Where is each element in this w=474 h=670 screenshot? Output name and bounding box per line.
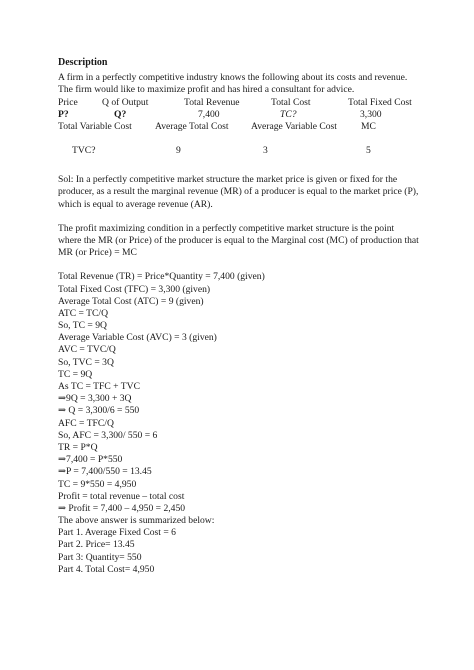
table-header-cell: Total Variable Cost — [58, 121, 132, 133]
solution-step: Total Fixed Cost (TFC) = 3,300 (given) — [58, 283, 211, 295]
solution-step: ⇒ Profit = 7,400 – 4,950 = 2,450 — [58, 502, 186, 514]
table-header-cell: Total Revenue — [184, 96, 240, 108]
table-value-row — [58, 109, 428, 121]
solution-step: Total Revenue (TR) = Price*Quantity = 7,400 (given) — [58, 271, 265, 283]
table-value-cell: 3,300 — [360, 108, 382, 120]
solution-step: Part 1. Average Fixed Cost = 6 — [58, 527, 176, 539]
solution-step: Part 3: Quantity= 550 — [58, 551, 142, 563]
solution-step: ⇒ Q = 3,300/6 = 550 — [58, 405, 140, 417]
solution-step: ⇒9Q = 3,300 + 3Q — [58, 393, 132, 405]
table-header-cell: Q of Output — [102, 96, 149, 108]
solution-step: The above answer is summarized below: — [58, 515, 215, 527]
table-header-cell: Total Cost — [271, 96, 311, 108]
solution-step: So, TVC = 3Q — [58, 356, 114, 368]
solution-step: As TC = TFC + TVC — [58, 381, 140, 393]
solution-step: TC = 9*550 = 4,950 — [58, 478, 137, 490]
table-value-cell: P? — [58, 108, 69, 120]
solution-step: AVC = TVC/Q — [58, 344, 116, 356]
solution-step: ⇒7,400 = P*550 — [58, 454, 123, 466]
table-header-cell: Average Variable Cost — [251, 121, 337, 133]
solution-step: So, TC = 9Q — [58, 320, 107, 332]
table-value-cell: 3 — [263, 144, 268, 156]
table-header-row — [58, 97, 428, 109]
table-header-cell: MC — [361, 121, 376, 133]
intro-line: A firm in a perfectly competitive industry knows the following about its costs and revenue. — [58, 72, 408, 84]
table-value-cell: 7,400 — [198, 108, 220, 120]
table-header-cell: Price — [58, 96, 78, 108]
table-value-cell: Q? — [114, 108, 127, 120]
document-content — [58, 57, 428, 576]
solution-step: ⇒P = 7,400/550 = 13.45 — [58, 466, 152, 478]
table-header-cell: Total Fixed Cost — [348, 96, 412, 108]
solution-step: Profit = total revenue – total cost — [58, 490, 185, 502]
table-value-cell: 9 — [176, 144, 181, 156]
description-heading: Description — [58, 57, 108, 68]
solution-step: TC = 9Q — [58, 368, 93, 380]
solution-step: AFC = TFC/Q — [58, 417, 114, 429]
solution-step: Part 2. Price= 13.45 — [58, 539, 135, 551]
table-value-cell: TC? — [280, 108, 297, 120]
intro-line: The firm would like to maximize profit and has hired a consultant for advice. — [58, 84, 355, 96]
table-value-cell: TVC? — [72, 144, 96, 156]
solution-step: TR = P*Q — [58, 441, 98, 453]
solution-paragraph: Sol: In a perfectly competitive market structure the market price is given or fixed for the producer, as a result the marginal revenue (MR) of a producer is equal to the market price (P), which is equal to average revenue (AR). — [58, 174, 419, 210]
solution-step: So, AFC = 3,300/ 550 = 6 — [58, 429, 158, 441]
solution-step: Average Total Cost (ATC) = 9 (given) — [58, 295, 204, 307]
solution-step: Part 4. Total Cost= 4,950 — [58, 563, 155, 575]
table-header-row — [58, 121, 428, 133]
solution-step: Average Variable Cost (AVC) = 3 (given) — [58, 332, 217, 344]
profit-condition-paragraph: The profit maximizing condition in a perfectly competitive market structure is the point where the MR (or Price) of the producer is equal to the Marginal cost (MC) of production that MR (or Price) = MC — [58, 222, 419, 259]
table-header-cell: Average Total Cost — [155, 121, 229, 133]
solution-steps — [58, 271, 428, 576]
table-value-cell: 5 — [366, 144, 371, 156]
table-value-row — [58, 145, 428, 157]
solution-step: ATC = TC/Q — [58, 307, 109, 319]
